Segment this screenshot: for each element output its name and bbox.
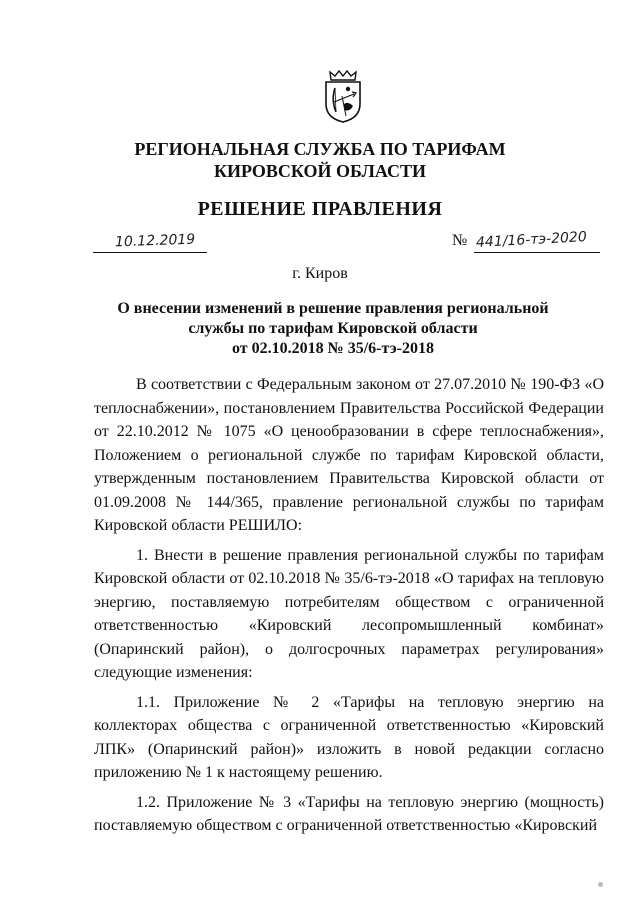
decision-number-field bbox=[452, 230, 602, 252]
subject-line-1: О внесении изменений в решение правления региональной bbox=[117, 300, 549, 317]
decision-title: РЕШЕНИЕ ПРАВЛЕНИЯ bbox=[197, 198, 443, 220]
handwritten-date: 10.12.2019 bbox=[114, 231, 196, 251]
number-underline bbox=[474, 230, 600, 253]
document-body bbox=[94, 373, 604, 844]
coat-of-arms-icon bbox=[322, 68, 364, 124]
organization-line-2: КИРОВСКОЙ ОБЛАСТИ bbox=[213, 161, 427, 181]
subject-line-3: от 02.10.2018 № 35/6-тэ-2018 bbox=[232, 340, 434, 357]
paragraph-item-1: 1. Внести в решение правления региональной службы по тарифам Кировской области от 02.10.2018 № 35/6-тэ-2018 «О тарифах на тепловую энергию, поставляемую потребителям обществом с ограниченной ответственностью «Кировский лесопромышленный комбинат» (Опаринский район), о долгосрочных параметрах регулирования» следующие изменения: bbox=[94, 546, 604, 681]
paragraph-item-1-2: 1.2. Приложение № 3 «Тарифы на тепловую энергию (мощность) поставляемую обществом с ограниченной ответственностью «Кировский bbox=[94, 793, 604, 834]
paragraph-item-1-1: 1.1. Приложение № 2 «Тарифы на тепловую энергию на коллекторах общества с ограниченной ответственностью «Кировский ЛПК» (Опаринский район)» изложить в новой редакции согласно приложению № 1 к настоящему решению. bbox=[94, 693, 604, 781]
organization-line-1: РЕГИОНАЛЬНАЯ СЛУЖБА ПО ТАРИФАМ bbox=[134, 139, 506, 159]
number-sign: № bbox=[452, 232, 468, 249]
handwritten-number: 441/16-тэ-2020 bbox=[475, 229, 588, 251]
city: г. Киров bbox=[292, 265, 348, 282]
scan-dot bbox=[598, 882, 603, 887]
paragraph-preamble: В соответствии с Федеральным законом от 27.07.2010 № 190-ФЗ «О теплоснабжении», постановлением Правительства Российской Федерации от 22.10.2012 № 1075 «О ценообразовании в сфере теплоснабжения», Положением о региональной службе по тарифам Кировской области, утвержденным постановлением Правительства Кировской области от 01.09.2008 № 144/365, правление региональной службы по тарифам Кировской области РЕШИЛО: bbox=[94, 376, 604, 534]
organization-name bbox=[0, 138, 640, 182]
subject-heading bbox=[100, 299, 566, 359]
subject-line-2: службы по тарифам Кировской области bbox=[188, 320, 478, 337]
date-field bbox=[93, 230, 207, 253]
